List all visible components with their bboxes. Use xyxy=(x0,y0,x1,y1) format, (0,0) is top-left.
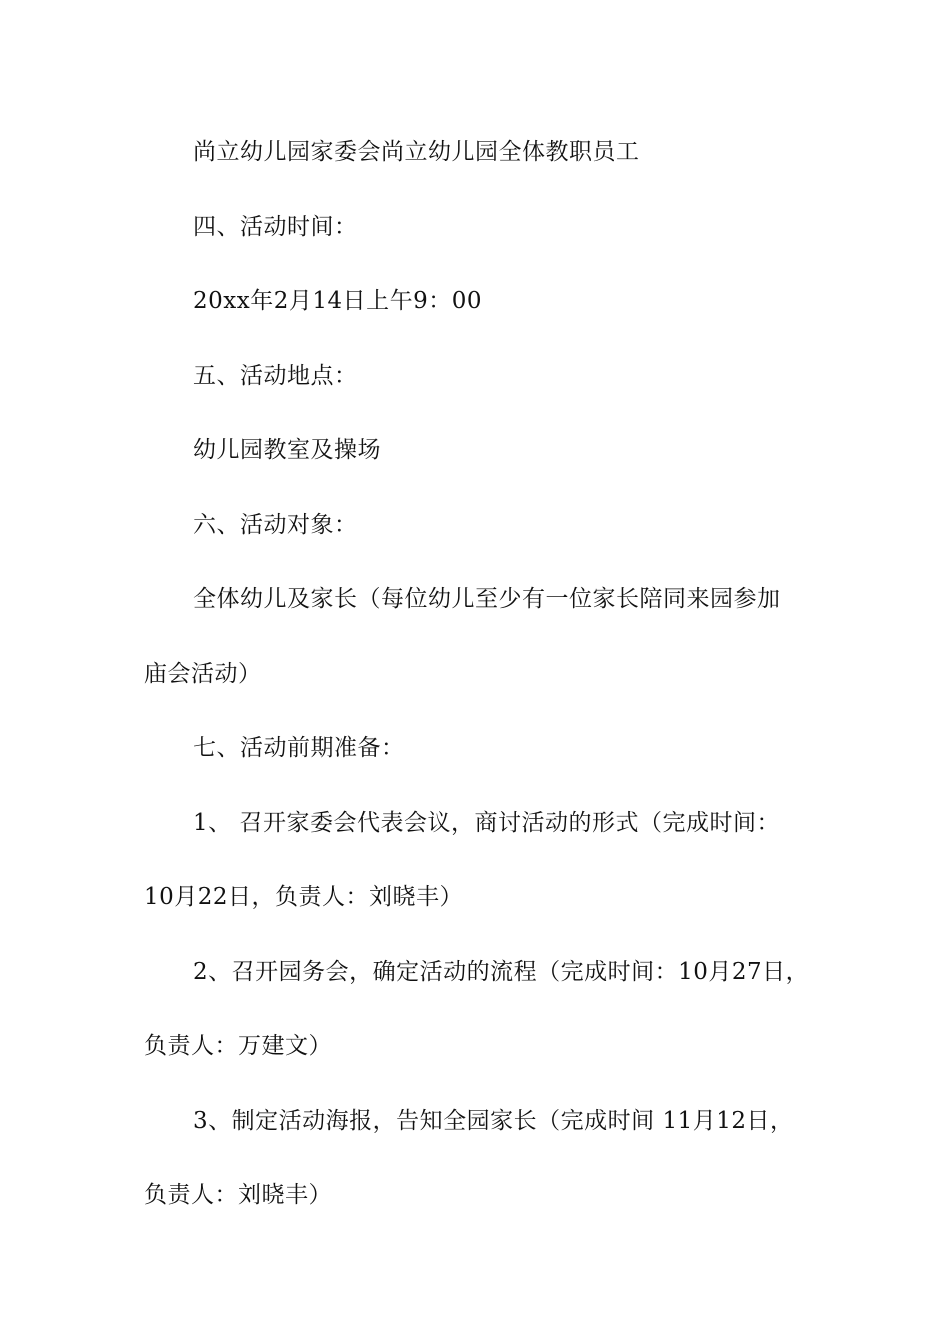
text-line: 全体幼儿及家长（每位幼儿至少有一位家长陪同来园参加 xyxy=(193,586,781,612)
list-item: 2、召开园务会，确定活动的流程（完成时间：10月27日， xyxy=(193,959,810,985)
list-item: 1、 召开家委会代表会议，商讨活动的形式（完成时间： xyxy=(193,810,780,836)
text-line: 尚立幼儿园家委会尚立幼儿园全体教职员工 xyxy=(193,139,640,165)
section-heading-preparation: 七、活动前期准备： xyxy=(193,735,405,761)
text-line: 10月22日，负责人：刘晓丰） xyxy=(144,884,464,910)
text-line: 负责人：刘晓丰） xyxy=(144,1182,332,1208)
section-heading-location: 五、活动地点： xyxy=(193,363,358,389)
text-line: 20xx年2月14日上午9：00 xyxy=(193,288,483,314)
text-line: 幼儿园教室及操场 xyxy=(193,437,381,463)
text-line: 负责人：万建文） xyxy=(144,1033,332,1059)
text-line: 庙会活动） xyxy=(144,661,262,687)
section-heading-audience: 六、活动对象： xyxy=(193,512,358,538)
list-item: 3、制定活动海报，告知全园家长（完成时间 11月12日， xyxy=(193,1108,794,1134)
section-heading-time: 四、活动时间： xyxy=(193,214,358,240)
